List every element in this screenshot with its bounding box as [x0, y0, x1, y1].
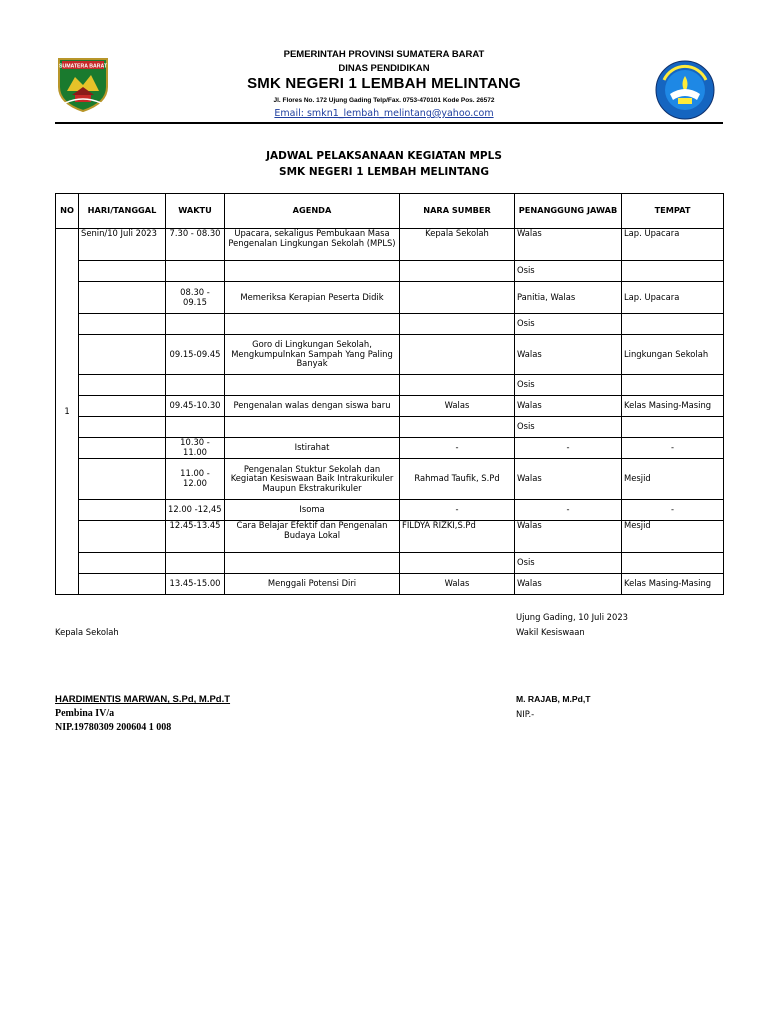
- cell-waktu: 09.45-10.30: [166, 396, 225, 417]
- left-signer-role: Kepala Sekolah: [55, 627, 119, 637]
- cell-tempat: Kelas Masing-Masing: [622, 574, 724, 595]
- cell-tempat: [622, 261, 724, 282]
- cell-waktu: [166, 375, 225, 396]
- cell-tempat: [622, 375, 724, 396]
- table-row: [56, 261, 724, 282]
- table-row: [56, 553, 724, 574]
- cell-penanggung-jawab: Walas: [515, 459, 622, 500]
- cell-tempat: Lap. Upacara: [622, 282, 724, 314]
- svg-text:SUMATERA BARAT: SUMATERA BARAT: [58, 63, 108, 70]
- cell-waktu: [166, 314, 225, 335]
- left-signer-nip: NIP.19780309 200604 1 008: [55, 722, 172, 733]
- right-signer-name: M. RAJAB, M.Pd,T: [516, 694, 591, 704]
- cell-tempat: Lap. Upacara: [622, 229, 724, 261]
- cell-agenda: [225, 314, 400, 335]
- cell-waktu: 08.30 - 09.15: [166, 282, 225, 314]
- government-line: PEMERINTAH PROVINSI SUMATERA BARAT: [283, 49, 485, 60]
- header-hari-tanggal: HARI/TANGGAL: [79, 194, 166, 229]
- cell-agenda: Pengenalan Stuktur Sekolah dan Kegiatan Kesiswaan Baik Intrakurikuler Maupun Ekstrakurikuler: [225, 459, 400, 500]
- header-agenda: AGENDA: [225, 194, 400, 229]
- cell-nara-sumber: [400, 282, 515, 314]
- department-line: DINAS PENDIDIKAN: [338, 63, 430, 74]
- cell-waktu: [166, 553, 225, 574]
- school-email-link[interactable]: Email: smkn1_lembah_melintang@yahoo.com: [274, 108, 494, 119]
- cell-agenda: Menggali Potensi Diri: [225, 574, 400, 595]
- cell-agenda: Pengenalan walas dengan siswa baru: [225, 396, 400, 417]
- cell-penanggung-jawab: -: [515, 500, 622, 521]
- cell-penanggung-jawab: Osis: [515, 261, 622, 282]
- cell-nara-sumber: -: [400, 438, 515, 459]
- cell-waktu: 7.30 - 08.30: [166, 229, 225, 261]
- cell-hari: [79, 335, 166, 375]
- cell-tempat: Lingkungan Sekolah: [622, 335, 724, 375]
- school-name: SMK NEGERI 1 LEMBAH MELINTANG: [247, 75, 521, 92]
- table-row: [56, 314, 724, 335]
- cell-agenda: [225, 375, 400, 396]
- cell-hari: [79, 574, 166, 595]
- cell-nara-sumber: Kepala Sekolah: [400, 229, 515, 261]
- cell-penanggung-jawab: Walas: [515, 229, 622, 261]
- cell-penanggung-jawab: Walas: [515, 574, 622, 595]
- cell-tempat: Mesjid: [622, 459, 724, 500]
- cell-tempat: Kelas Masing-Masing: [622, 396, 724, 417]
- table-row: [56, 396, 724, 417]
- cell-hari: [79, 417, 166, 438]
- cell-agenda: Isoma: [225, 500, 400, 521]
- header-tempat: TEMPAT: [622, 194, 724, 229]
- cell-hari: [79, 375, 166, 396]
- table-row: [56, 521, 724, 553]
- cell-nara-sumber: [400, 261, 515, 282]
- cell-nara-sumber: FILDYA RIZKI,S.Pd: [400, 521, 515, 553]
- table-row: [56, 417, 724, 438]
- left-signer-rank: Pembina IV/a: [55, 708, 115, 719]
- cell-hari: [79, 459, 166, 500]
- header-no: NO: [56, 194, 79, 229]
- cell-waktu: 10.30 - 11.00: [166, 438, 225, 459]
- table-row: [56, 438, 724, 459]
- cell-penanggung-jawab: -: [515, 438, 622, 459]
- cell-tempat: [622, 417, 724, 438]
- cell-waktu: [166, 417, 225, 438]
- cell-waktu: 12.00 -12,45: [166, 500, 225, 521]
- cell-nara-sumber: [400, 335, 515, 375]
- cell-nara-sumber: [400, 553, 515, 574]
- cell-penanggung-jawab: Osis: [515, 375, 622, 396]
- cell-hari: [79, 521, 166, 553]
- right-signer-nip: NIP.-: [516, 709, 535, 719]
- table-row: [56, 500, 724, 521]
- cell-nara-sumber: Walas: [400, 574, 515, 595]
- table-row: [56, 335, 724, 375]
- table-header-row: [56, 194, 724, 229]
- cell-hari: [79, 282, 166, 314]
- table-row: [56, 282, 724, 314]
- cell-hari: [79, 553, 166, 574]
- cell-tempat: -: [622, 438, 724, 459]
- cell-penanggung-jawab: Walas: [515, 335, 622, 375]
- cell-hari: [79, 438, 166, 459]
- cell-tempat: [622, 553, 724, 574]
- cell-waktu: 09.15-09.45: [166, 335, 225, 375]
- cell-nara-sumber: [400, 417, 515, 438]
- cell-hari: [79, 500, 166, 521]
- cell-hari: [79, 261, 166, 282]
- letterhead-divider: [55, 122, 723, 124]
- schedule-table: [55, 193, 724, 595]
- table-row: [56, 229, 724, 261]
- cell-hari: Senin/10 Juli 2023: [79, 229, 166, 261]
- cell-agenda: Cara Belajar Efektif dan Pengenalan Budaya Lokal: [225, 521, 400, 553]
- cell-agenda: [225, 417, 400, 438]
- cell-nara-sumber: [400, 314, 515, 335]
- cell-penanggung-jawab: Osis: [515, 553, 622, 574]
- cell-hari: [79, 396, 166, 417]
- row-number: 1: [56, 229, 79, 595]
- cell-waktu: 13.45-15.00: [166, 574, 225, 595]
- cell-agenda: Goro di Lingkungan Sekolah, Mengkumpulnkan Sampah Yang Paling Banyak: [225, 335, 400, 375]
- cell-nara-sumber: -: [400, 500, 515, 521]
- document-title: JADWAL PELAKSANAAN KEGIATAN MPLS: [266, 150, 502, 162]
- cell-waktu: [166, 261, 225, 282]
- header-penanggung-jawab: PENANGGUNG JAWAB: [515, 194, 622, 229]
- cell-agenda: [225, 261, 400, 282]
- document-subtitle: SMK NEGERI 1 LEMBAH MELINTANG: [279, 166, 489, 178]
- cell-penanggung-jawab: Panitia, Walas: [515, 282, 622, 314]
- cell-tempat: Mesjid: [622, 521, 724, 553]
- cell-tempat: [622, 314, 724, 335]
- left-signer-name: HARDIMENTIS MARWAN, S.Pd, M.Pd.T: [55, 694, 231, 705]
- place-date: Ujung Gading, 10 Juli 2023: [516, 612, 628, 622]
- table-row: [56, 375, 724, 396]
- cell-hari: [79, 314, 166, 335]
- header-waktu: WAKTU: [166, 194, 225, 229]
- cell-nara-sumber: Walas: [400, 396, 515, 417]
- cell-penanggung-jawab: Walas: [515, 396, 622, 417]
- cell-nara-sumber: Rahmad Taufik, S.Pd: [400, 459, 515, 500]
- header-nara-sumber: NARA SUMBER: [400, 194, 515, 229]
- cell-penanggung-jawab: Osis: [515, 417, 622, 438]
- cell-agenda: [225, 553, 400, 574]
- cell-agenda: Memeriksa Kerapian Peserta Didik: [225, 282, 400, 314]
- right-signer-role: Wakil Kesiswaan: [516, 627, 585, 637]
- cell-tempat: -: [622, 500, 724, 521]
- cell-waktu: 11.00 - 12.00: [166, 459, 225, 500]
- table-row: [56, 459, 724, 500]
- cell-agenda: Upacara, sekaligus Pembukaan Masa Pengenalan Lingkungan Sekolah (MPLS): [225, 229, 400, 261]
- table-row: [56, 574, 724, 595]
- cell-penanggung-jawab: Walas: [515, 521, 622, 553]
- cell-agenda: Istirahat: [225, 438, 400, 459]
- cell-penanggung-jawab: Osis: [515, 314, 622, 335]
- school-address: Jl. Flores No. 172 Ujung Gading Telp/Fax. 0753-470101 Kode Pos. 26572: [273, 97, 495, 104]
- cell-waktu: 12.45-13.45: [166, 521, 225, 553]
- cell-nara-sumber: [400, 375, 515, 396]
